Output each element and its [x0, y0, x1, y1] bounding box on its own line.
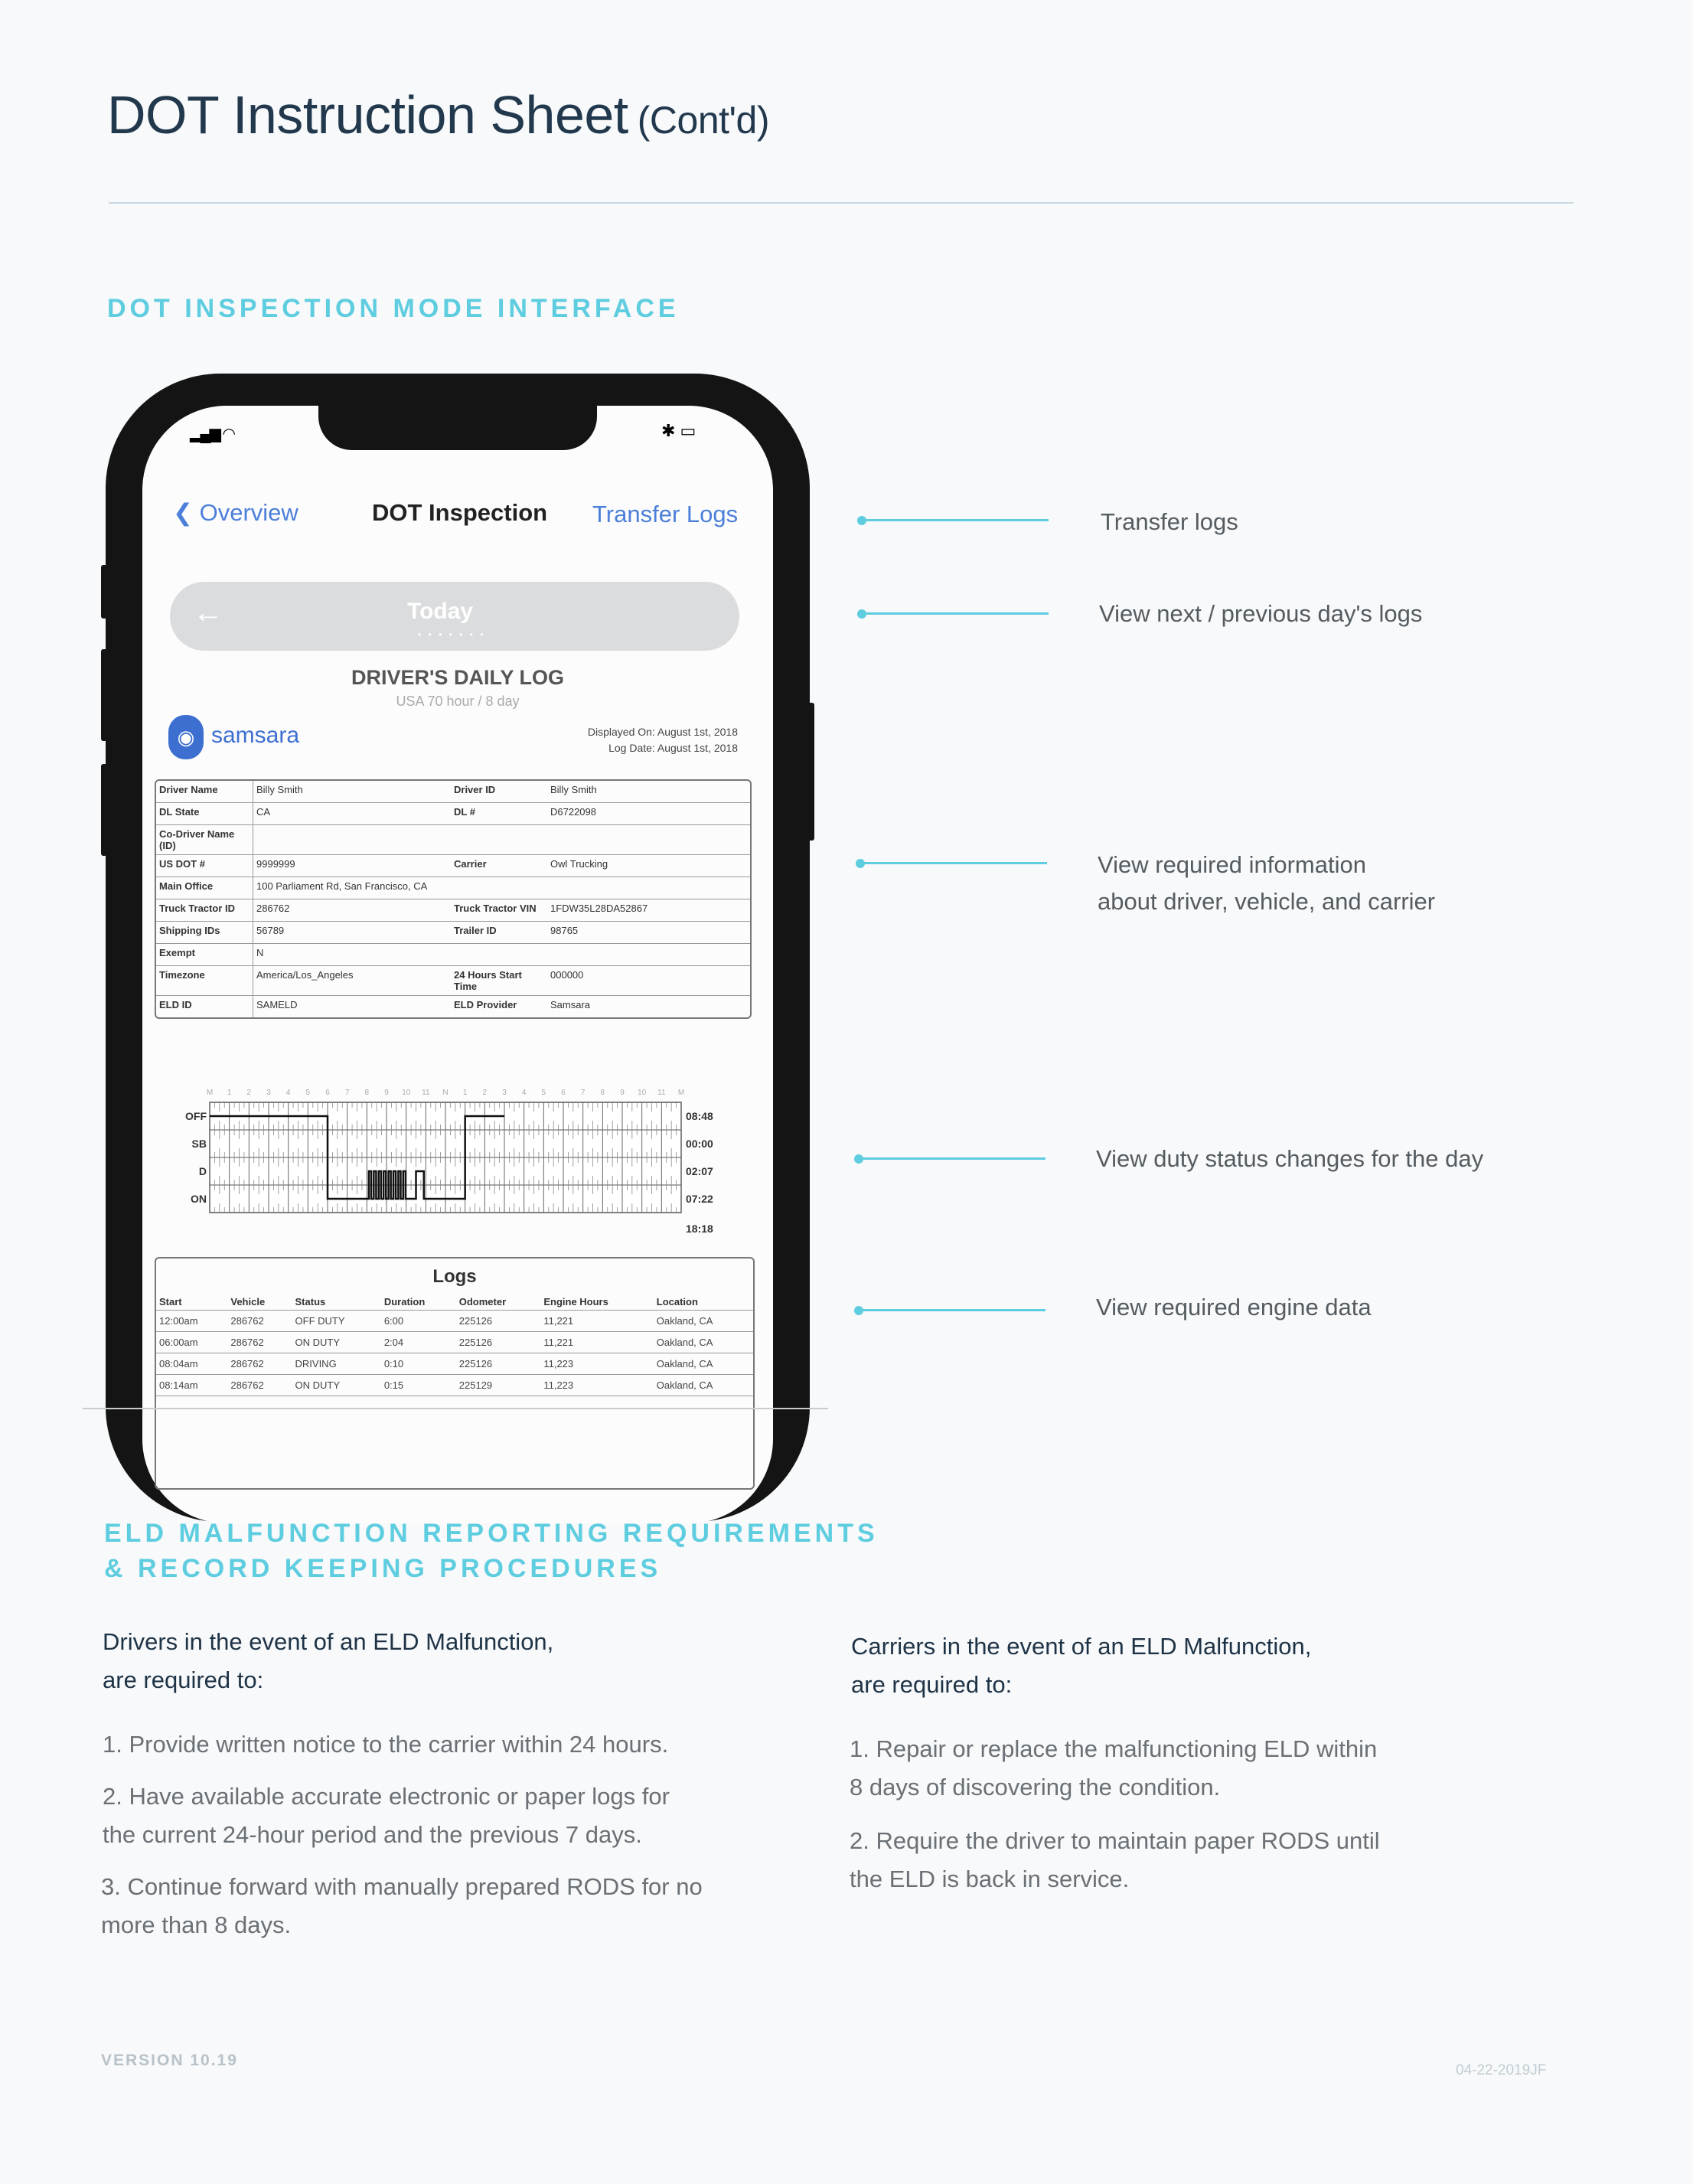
samsara-logo-text: samsara	[211, 723, 300, 748]
info-key: US DOT #	[156, 855, 253, 877]
info-row	[156, 899, 750, 922]
grid-hour-label: 6	[561, 1089, 566, 1097]
logs-cell: 08:14am	[156, 1375, 227, 1396]
section-heading-line1: ELD MALFUNCTION REPORTING REQUIREMENTS	[104, 1519, 879, 1548]
logs-row	[156, 1353, 753, 1375]
logs-cell: 286762	[227, 1332, 292, 1353]
section-heading-eld-malfunction	[104, 1516, 879, 1586]
info-value: Samsara	[550, 999, 591, 1010]
grid-hour-label: 7	[580, 1089, 586, 1097]
logs-header-cell: Odometer	[456, 1294, 541, 1311]
grid-hour-label: 11	[657, 1089, 666, 1097]
info-key: Exempt	[156, 944, 253, 966]
grid-hour-label: 3	[502, 1089, 507, 1097]
logs-header-cell: Location	[654, 1294, 753, 1311]
grid-row-label: OFF	[185, 1110, 207, 1122]
page-title-suffix: (Cont'd)	[637, 99, 770, 142]
info-value: 100 Parliament Rd, San Francisco, CA	[253, 877, 750, 899]
logs-panel	[155, 1257, 755, 1490]
info-value	[253, 825, 750, 855]
signal-wifi-icon: ▂▄▆ ◠	[190, 426, 234, 442]
info-key: Shipping IDs	[156, 922, 253, 944]
info-value: 1FDW35L28DA52867	[547, 899, 750, 922]
chevron-left-icon: ❮	[173, 499, 200, 526]
logs-title: Logs	[432, 1266, 477, 1287]
carriers-item-line: 2. Require the driver to maintain paper RODS until	[850, 1827, 1380, 1854]
info-key: Main Office	[156, 877, 253, 899]
drivers-item-line: the current 24-hour period and the previous 7 days.	[103, 1821, 642, 1848]
grid-hour-label: 9	[620, 1089, 625, 1097]
callout-transfer-logs: Transfer logs	[1101, 508, 1238, 535]
grid-row-label: ON	[191, 1193, 207, 1205]
info-value: D6722098	[547, 803, 750, 825]
carriers-heading-line1: Carriers in the event of an ELD Malfunction,	[851, 1633, 1312, 1660]
duty-grid-svg	[171, 1079, 753, 1235]
grid-hour-label: 3	[266, 1089, 271, 1097]
grid-hour-label: N	[442, 1089, 449, 1097]
title-divider	[109, 202, 1574, 204]
carriers-item-line: 8 days of discovering the condition.	[850, 1774, 1221, 1800]
grid-hour-label: 2	[482, 1089, 488, 1097]
callout-required-info-line2: about driver, vehicle, and carrier	[1098, 888, 1436, 915]
info-row	[156, 944, 750, 966]
info-key: Driver ID	[451, 781, 547, 803]
logs-cell: 2:04	[381, 1332, 456, 1353]
logs-cell: Oakland, CA	[654, 1332, 753, 1353]
carriers-item-line: 1. Repair or replace the malfunctioning ELD within	[850, 1735, 1378, 1762]
log-title: DRIVER'S DAILY LOG	[351, 666, 564, 689]
carriers-item	[850, 1822, 1380, 1898]
overview-back-button[interactable]: ❮ Overview	[173, 499, 298, 526]
logs-header-cell: Start	[156, 1294, 227, 1311]
log-subtitle: USA 70 hour / 8 day	[396, 694, 520, 709]
logs-cell: 11,221	[540, 1332, 653, 1353]
info-row	[156, 855, 750, 877]
logs-cell: 286762	[227, 1375, 292, 1396]
screen-title: DOT Inspection	[372, 499, 548, 526]
logs-cell: 11,221	[540, 1311, 653, 1332]
log-date: Log Date: August 1st, 2018	[608, 742, 738, 754]
info-key: Co-Driver Name (ID)	[156, 825, 253, 855]
section-heading-inspection-mode: DOT INSPECTION MODE INTERFACE	[107, 294, 680, 323]
grid-hour-label: 1	[227, 1089, 232, 1097]
info-key: Truck Tractor VIN	[451, 899, 547, 922]
info-value: Billy Smith	[253, 781, 451, 803]
duty-status-grid	[171, 1079, 753, 1235]
info-key: Timezone	[156, 966, 253, 996]
grid-hour-label: 6	[325, 1089, 330, 1097]
logs-cell: 06:00am	[156, 1332, 227, 1353]
grid-hour-label: 1	[462, 1089, 468, 1097]
logs-cell: 12:00am	[156, 1311, 227, 1332]
info-row	[156, 996, 750, 1017]
grid-grand-total: 18:18	[686, 1223, 713, 1235]
drivers-item-line: more than 8 days.	[101, 1911, 292, 1938]
page-title: DOT Instruction Sheet (Cont'd)	[107, 85, 770, 145]
carriers-heading-line2: are required to:	[851, 1671, 1013, 1698]
grid-hour-label: 9	[384, 1089, 389, 1097]
info-value: 9999999	[253, 855, 451, 877]
logs-cell: 286762	[227, 1353, 292, 1375]
logs-row	[156, 1311, 753, 1332]
grid-row-total: 00:00	[686, 1138, 713, 1150]
grid-hour-label: 4	[285, 1089, 291, 1097]
bluetooth-battery-icon: ✱ ▭	[661, 421, 696, 440]
logs-cell: 11,223	[540, 1375, 653, 1396]
grid-row-total: 07:22	[686, 1193, 713, 1205]
grid-hour-label: 7	[344, 1089, 350, 1097]
callout-duty-status: View duty status changes for the day	[1096, 1145, 1484, 1172]
logs-header-cell: Duration	[381, 1294, 456, 1311]
info-row	[156, 803, 750, 825]
logs-cell: 08:04am	[156, 1353, 227, 1375]
day-selector-label: Today	[407, 599, 474, 624]
phone-crop-line	[83, 1408, 828, 1409]
grid-hour-label: 8	[364, 1089, 370, 1097]
info-key: 24 Hours Start Time	[451, 966, 547, 996]
log-dates	[588, 724, 738, 756]
logs-cell: 225129	[456, 1375, 541, 1396]
grid-row-label: D	[198, 1165, 207, 1177]
info-key: Carrier	[451, 855, 547, 877]
drivers-heading	[103, 1623, 553, 1699]
driver-info-table	[155, 779, 752, 1019]
arrow-left-icon[interactable]: ←	[193, 596, 223, 629]
section-heading-line2: & RECORD KEEPING PROCEDURES	[104, 1554, 662, 1583]
phone-side-button	[101, 649, 107, 741]
grid-hour-label: 10	[402, 1089, 411, 1097]
logs-cell: 0:15	[381, 1375, 456, 1396]
info-key: Trailer ID	[451, 922, 547, 944]
transfer-logs-button[interactable]: Transfer Logs	[592, 501, 739, 527]
callout-day-logs: View next / previous day's logs	[1099, 600, 1423, 627]
callout-required-info-line1: View required information	[1098, 851, 1366, 878]
info-value: CA	[253, 803, 451, 825]
info-value: Owl Trucking	[547, 855, 750, 877]
info-row	[156, 825, 750, 855]
grid-row-total: 02:07	[686, 1165, 713, 1177]
info-row	[156, 922, 750, 944]
info-key: DL State	[156, 803, 253, 825]
info-key: ELD Provider	[454, 999, 517, 1010]
carriers-item-line: the ELD is back in service.	[850, 1866, 1130, 1892]
callout-line	[859, 1157, 1045, 1160]
logs-header-row	[156, 1294, 753, 1311]
drivers-heading-line2: are required to:	[103, 1667, 264, 1693]
samsara-logo-icon: ◉	[168, 715, 204, 759]
logs-cell: Oakland, CA	[654, 1353, 753, 1375]
grid-row-label: SB	[191, 1138, 207, 1150]
logs-table	[156, 1294, 753, 1396]
info-value: N	[253, 944, 750, 966]
info-key: Truck Tractor ID	[156, 899, 253, 922]
logs-header-cell: Vehicle	[227, 1294, 292, 1311]
logs-cell: 225126	[456, 1353, 541, 1375]
logs-header-cell: Status	[292, 1294, 381, 1311]
grid-hour-label: 10	[638, 1089, 647, 1097]
info-key: ELD ID	[156, 996, 253, 1017]
info-row	[156, 966, 750, 996]
drivers-item: 1. Provide written notice to the carrier within 24 hours.	[103, 1731, 669, 1758]
phone-notch	[318, 406, 597, 450]
callout-line	[862, 612, 1049, 615]
info-row	[156, 877, 750, 899]
logs-row	[156, 1332, 753, 1353]
phone-side-button	[101, 565, 107, 619]
drivers-item-line: 2. Have available accurate electronic or paper logs for	[103, 1783, 670, 1810]
callout-line	[862, 519, 1049, 521]
logs-row	[156, 1375, 753, 1396]
logs-cell: 11,223	[540, 1353, 653, 1375]
drivers-heading-line1: Drivers in the event of an ELD Malfunction,	[103, 1628, 554, 1655]
logs-cell: 0:10	[381, 1353, 456, 1375]
document-code: 04-22-2019JF	[1456, 2062, 1547, 2078]
info-key: Driver Name	[156, 781, 253, 803]
info-row	[156, 781, 750, 803]
grid-hour-label: 11	[422, 1089, 430, 1097]
carriers-heading	[851, 1627, 1311, 1704]
logs-cell: 225126	[456, 1332, 541, 1353]
grid-hour-label: M	[677, 1089, 685, 1097]
phone-side-button	[808, 703, 814, 841]
callout-required-info	[1098, 847, 1435, 920]
phone-screen	[142, 406, 773, 1523]
info-value: Billy Smith	[547, 781, 750, 803]
drivers-item	[101, 1868, 703, 1944]
info-value: 286762	[253, 899, 451, 922]
logs-cell: 225126	[456, 1311, 541, 1332]
logs-cell: ON DUTY	[292, 1375, 381, 1396]
logs-cell: ON DUTY	[292, 1332, 381, 1353]
logs-cell: Oakland, CA	[654, 1375, 753, 1396]
phone-mockup	[106, 374, 810, 1415]
grid-hour-label: 2	[246, 1089, 252, 1097]
drivers-item-line: 3. Continue forward with manually prepared RODS for no	[101, 1873, 703, 1900]
info-value: 56789	[253, 922, 451, 944]
logs-cell: DRIVING	[292, 1353, 381, 1375]
grid-hour-label: 5	[305, 1089, 311, 1097]
logs-cell: Oakland, CA	[654, 1311, 753, 1332]
grid-hour-label: 8	[600, 1089, 605, 1097]
logs-header-cell: Engine Hours	[540, 1294, 653, 1311]
callout-engine-data: View required engine data	[1096, 1294, 1372, 1321]
logs-cell: OFF DUTY	[292, 1311, 381, 1332]
info-value: America/Los_Angeles	[253, 966, 451, 996]
displayed-on-date: Displayed On: August 1st, 2018	[587, 726, 738, 738]
callout-line	[859, 1309, 1045, 1311]
grid-row-total: 08:48	[686, 1110, 713, 1122]
drivers-item	[103, 1778, 670, 1854]
phone-side-button	[101, 764, 107, 856]
info-value: 98765	[547, 922, 750, 944]
info-value: 000000	[547, 966, 750, 996]
version-label: VERSION 10.19	[101, 2052, 238, 2069]
callout-line	[860, 862, 1047, 864]
day-page-dots: • • • • • • •	[418, 629, 486, 640]
info-value: SAMELD	[256, 999, 298, 1010]
grid-hour-label: M	[206, 1089, 214, 1097]
grid-hour-label: 4	[521, 1089, 527, 1097]
logs-cell: 286762	[227, 1311, 292, 1332]
carriers-item	[850, 1730, 1377, 1807]
grid-hour-label: 5	[541, 1089, 546, 1097]
info-key: DL #	[451, 803, 547, 825]
logs-cell: 6:00	[381, 1311, 456, 1332]
